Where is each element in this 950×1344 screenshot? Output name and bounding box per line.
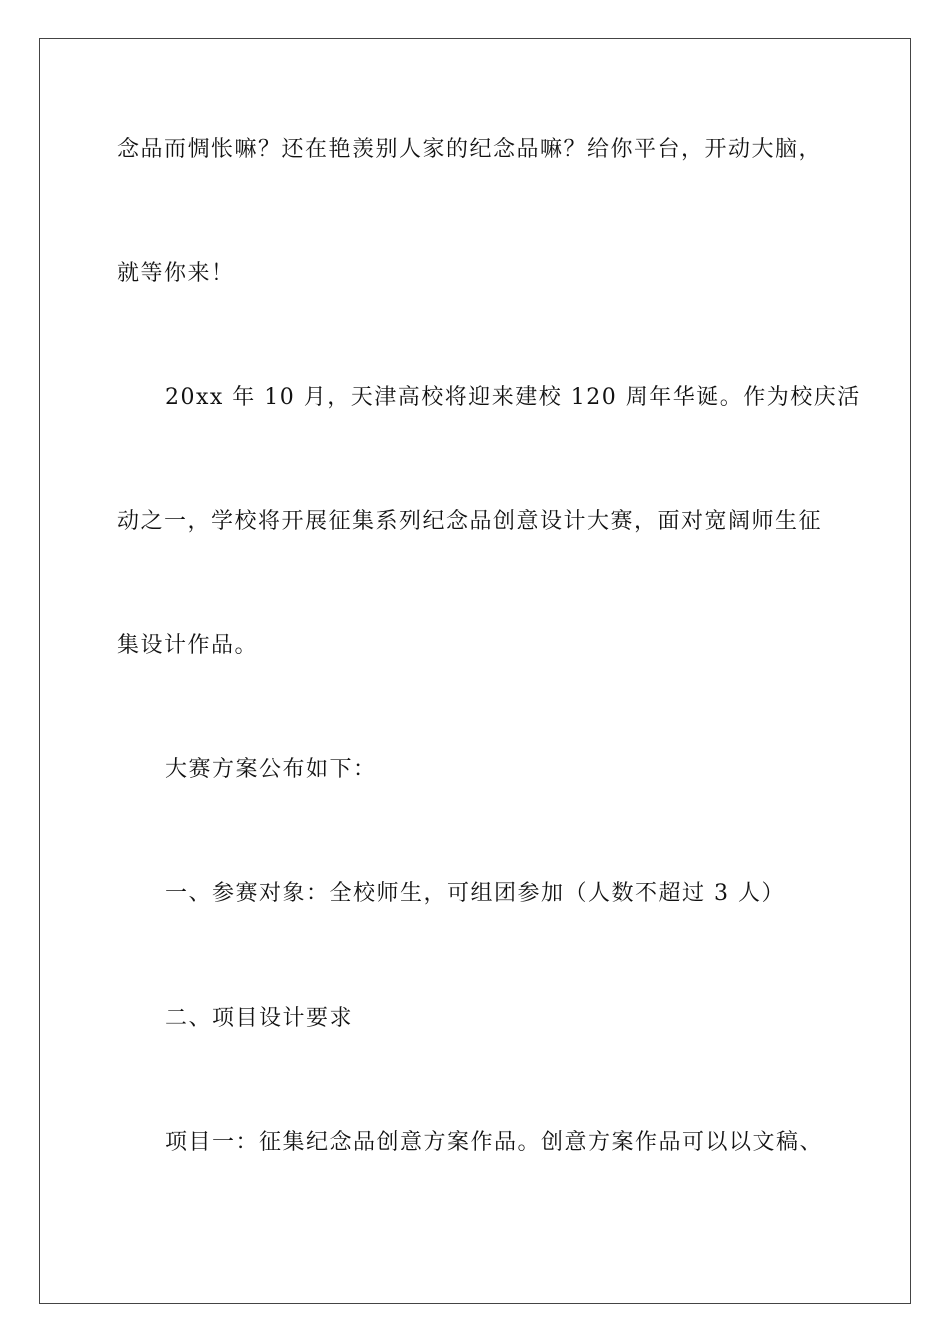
list-item: 一、参赛对象：全校师生，可组团参加（人数不超过 3 人）	[165, 881, 785, 906]
paragraph-line: 20xx 年 10 月，天津高校将迎来建校 120 周年华诞。作为校庆活	[165, 385, 861, 410]
paragraph-line: 动之一，学校将开展征集系列纪念品创意设计大赛，面对宽阔师生征	[117, 509, 823, 534]
paragraph-line: 集设计作品。	[117, 633, 259, 658]
page-border	[39, 38, 911, 1304]
paragraph-line: 项目一：征集纪念品创意方案作品。创意方案作品可以以文稿、	[165, 1130, 824, 1155]
section-heading: 二、项目设计要求	[165, 1006, 354, 1031]
paragraph-line: 念品而惆怅嘛？还在艳羡别人家的纪念品嘛？给你平台，开动大脑，	[117, 137, 823, 162]
paragraph-line: 大赛方案公布如下：	[165, 757, 377, 782]
paragraph-line: 就等你来！	[117, 261, 235, 286]
